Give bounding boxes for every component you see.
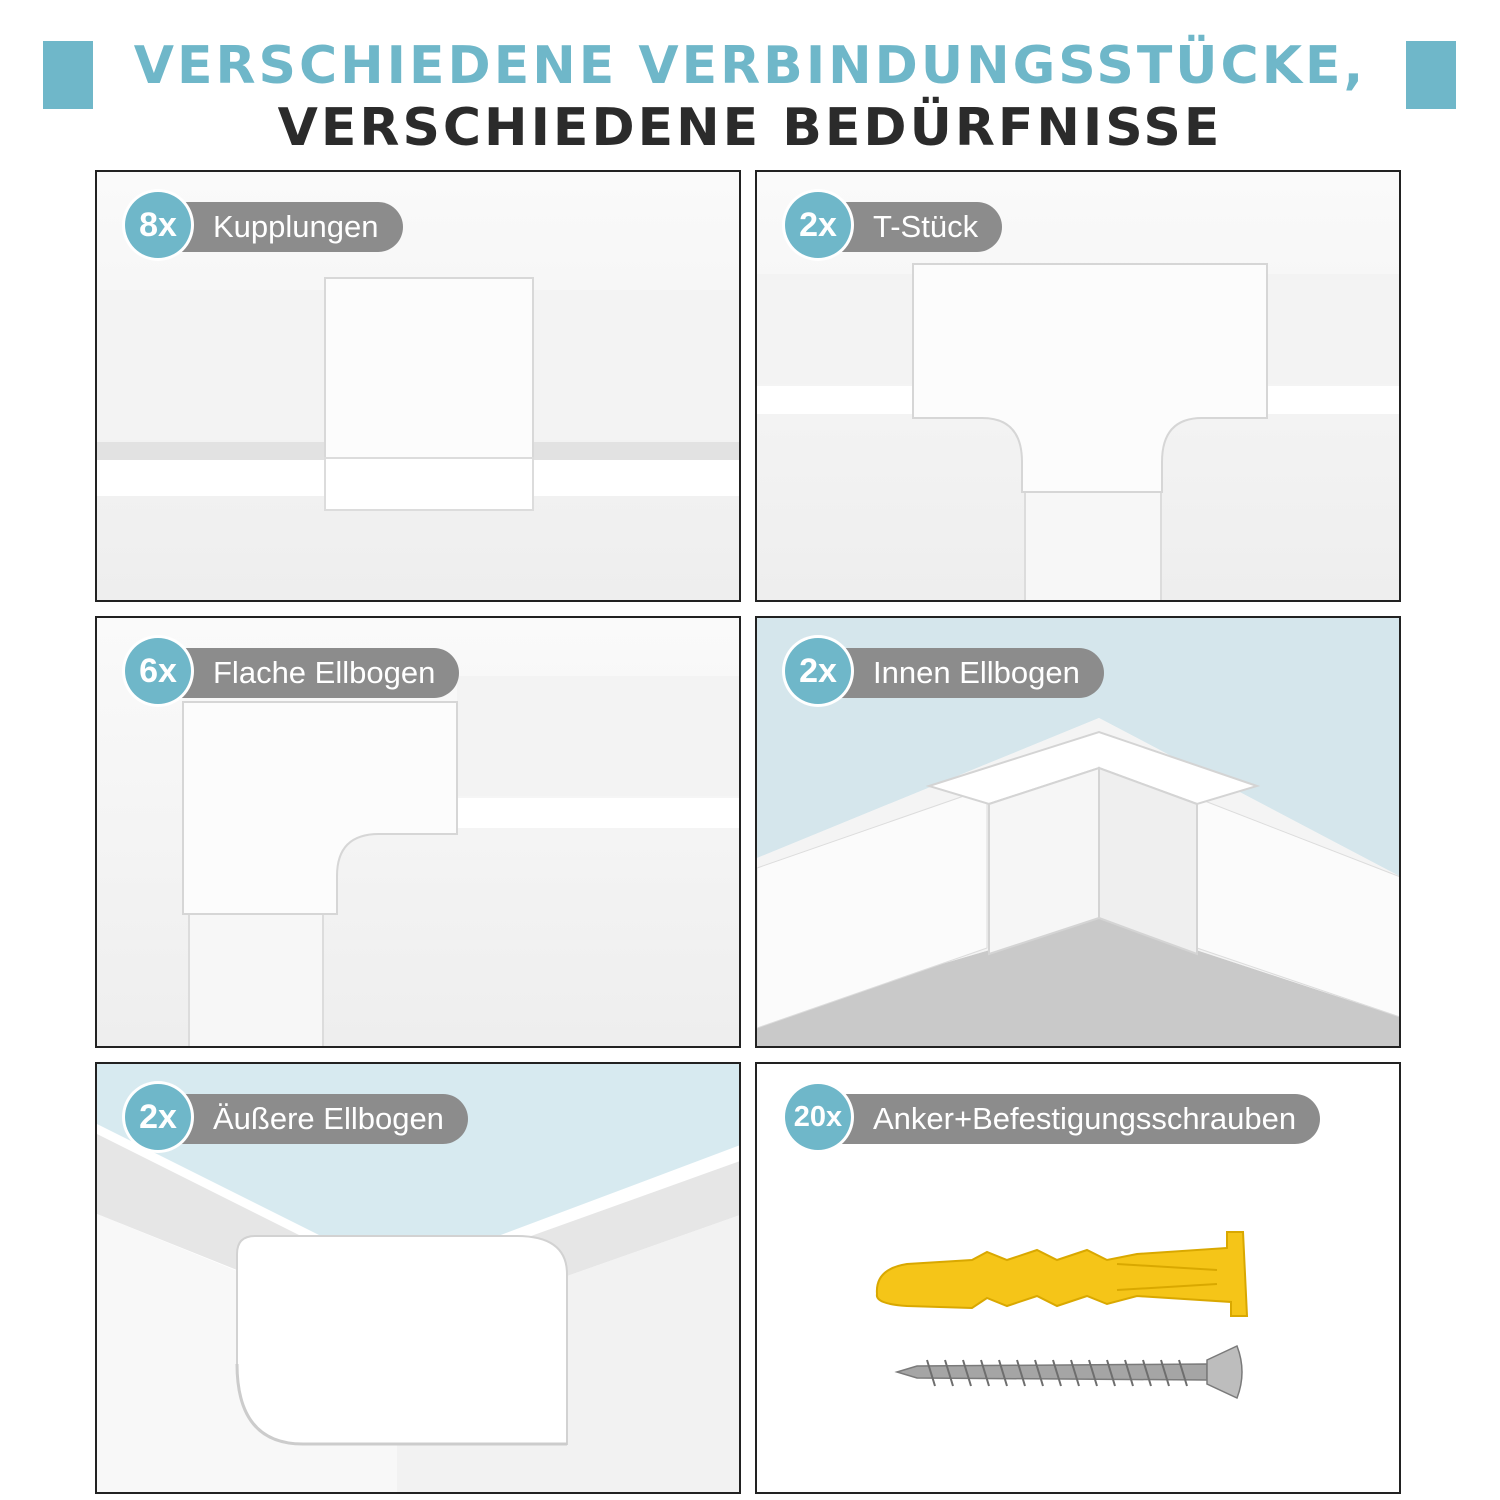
count-badge: 6x: [125, 638, 191, 704]
label-kupplungen: [125, 198, 379, 256]
label-pill: Äußere Ellbogen: [155, 1094, 468, 1144]
label-pill: T-Stück: [815, 202, 1002, 252]
label-t-stueck: [785, 198, 979, 256]
wall-anchor-icon: [877, 1232, 1247, 1316]
panel-aeussere-ellbogen: [95, 1062, 741, 1494]
title-line-1: VERSCHIEDENE VERBINDUNGSSTÜCKE,: [133, 36, 1367, 96]
count-badge: 2x: [785, 192, 851, 258]
panel-t-stueck: [755, 170, 1401, 602]
label-pill: Anker+Befestigungsschrauben: [815, 1094, 1320, 1144]
panel-innen-ellbogen: [755, 616, 1401, 1048]
count-badge: 2x: [785, 638, 851, 704]
count-badge: 20x: [785, 1084, 851, 1150]
label-anker-schrauben: [785, 1090, 1297, 1148]
count-badge: 8x: [125, 192, 191, 258]
label-pill: Kupplungen: [155, 202, 403, 252]
label-aeussere-ellbogen: [125, 1090, 444, 1148]
panel-anker-schrauben: [755, 1062, 1401, 1494]
label-pill: Innen Ellbogen: [815, 648, 1104, 698]
panel-flache-ellbogen: [95, 616, 741, 1048]
title-line-2: VERSCHIEDENE BEDÜRFNISSE: [277, 98, 1223, 158]
label-innen-ellbogen: [785, 644, 1080, 702]
count-badge: 2x: [125, 1084, 191, 1150]
panel-kupplungen: [95, 170, 741, 602]
label-flache-ellbogen: [125, 644, 436, 702]
label-pill: Flache Ellbogen: [155, 648, 459, 698]
